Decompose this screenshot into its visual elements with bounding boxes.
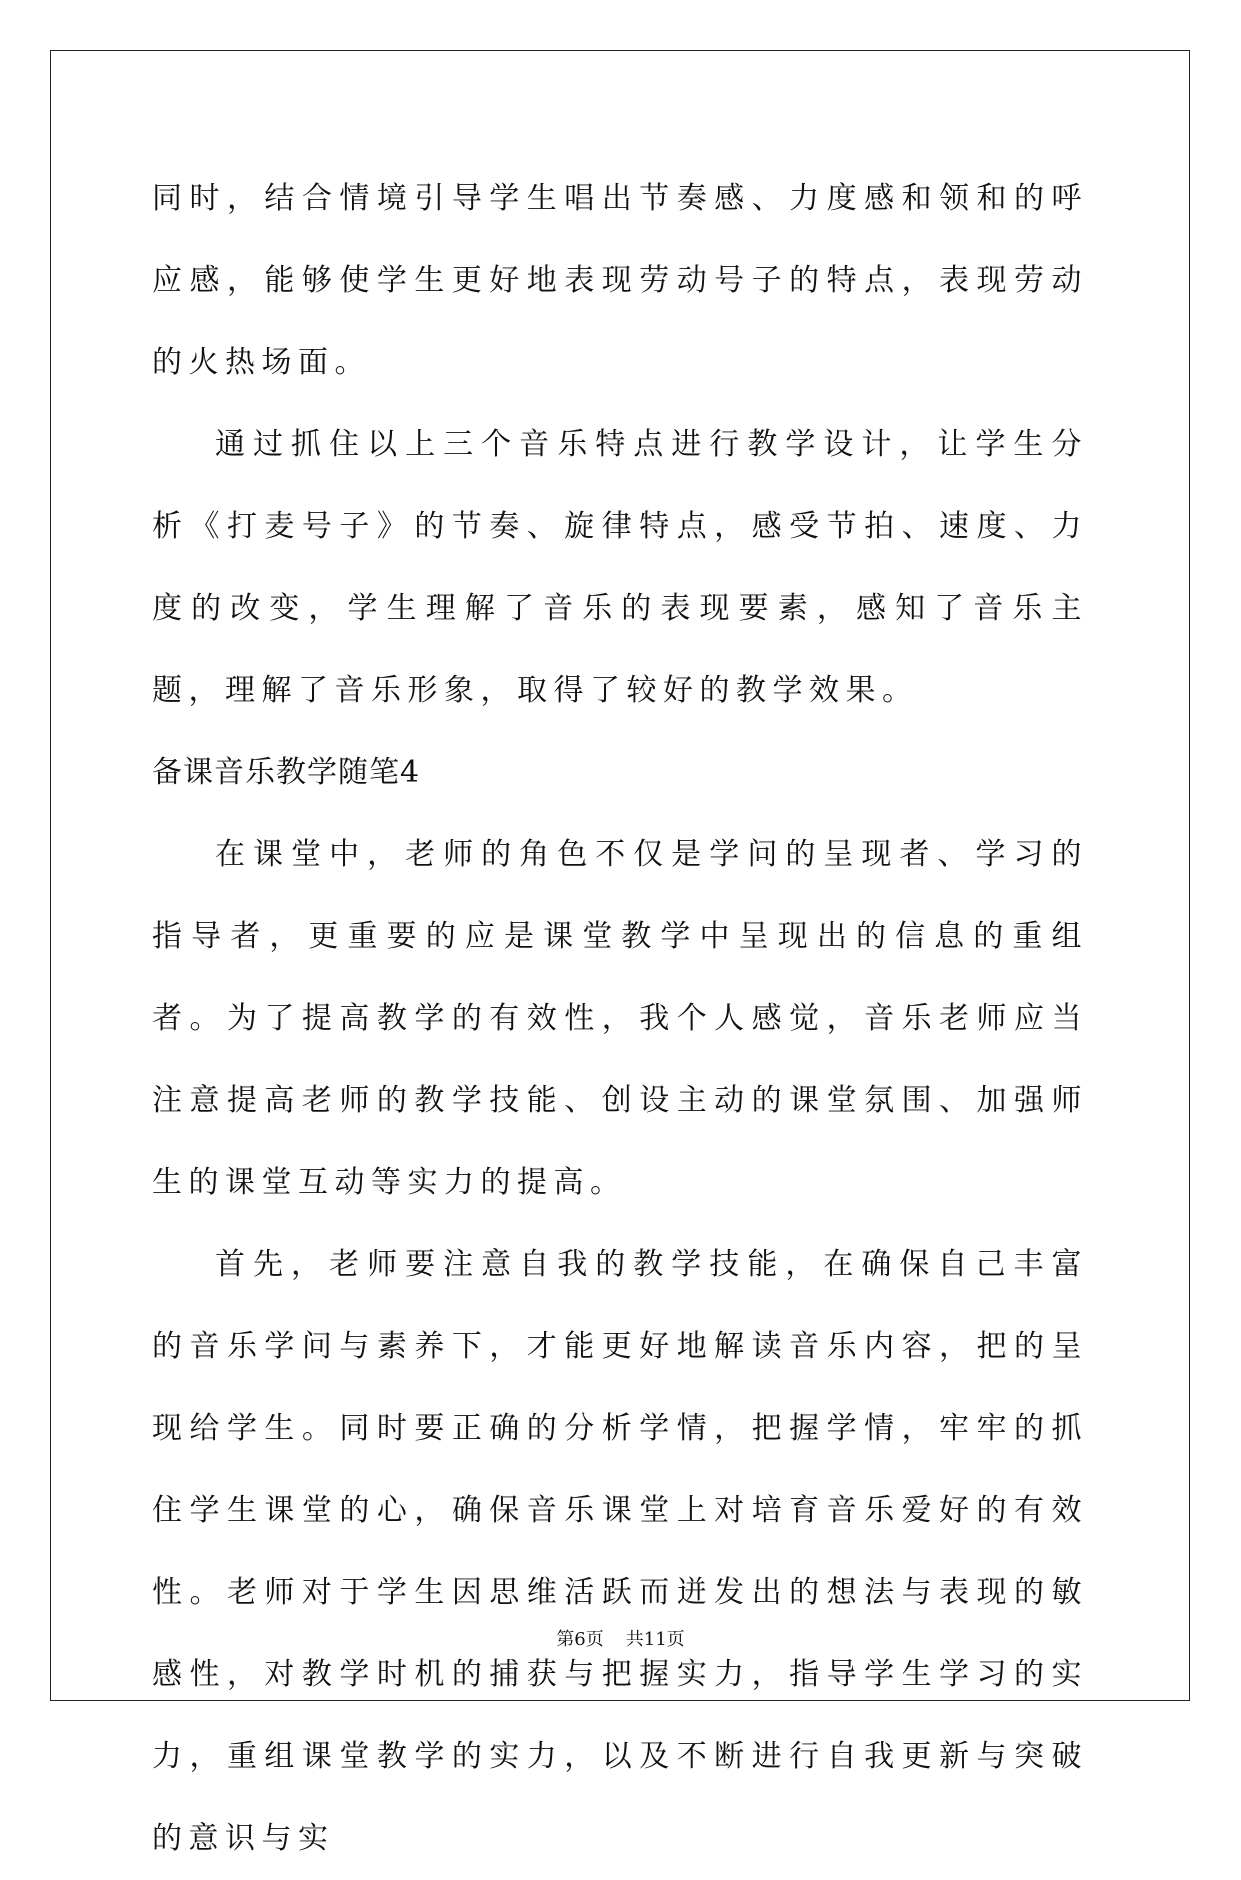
paragraph-teaching-skills: 首先，老师要注意自我的教学技能，在确保自己丰富的音乐学问与素养下，才能更好地解读音乐内容，把的呈现给学生。同时要正确的分析学情，把握学情，牢牢的抓住学生课堂的心，确保音乐课堂上对培育音乐爱好的有效性。老师对于学生因思维活跃而迸发出的想法与表现的敏感性，对教学时机的捕获与把握实力，指导学生学习的实力，重组课堂教学的实力，以及不断进行自我更新与突破的意识与实 — [152, 1247, 1088, 1856]
paragraph-continuation: 同时，结合情境引导学生唱出节奏感、力度感和领和的呼应感，能够使学生更好地表现劳动号子的特点，表现劳动的火热场面。 — [152, 181, 1088, 380]
page-footer — [0, 1628, 1241, 1652]
paragraph-teacher-role: 在课堂中，老师的角色不仅是学问的呈现者、学习的指导者，更重要的应是课堂教学中呈现出的信息的重组者。为了提高教学的有效性，我个人感觉，音乐老师应当注意提高老师的教学技能、创设主动的课堂氛围、加强师生的课堂互动等实力的提高。 — [152, 837, 1088, 1200]
paragraph-teaching-design: 通过抓住以上三个音乐特点进行教学设计，让学生分析《打麦号子》的节奏、旋律特点，感受节拍、速度、力度的改变，学生理解了音乐的表现要素，感知了音乐主题，理解了音乐形象，取得了较好的教学效果。 — [152, 427, 1088, 708]
page-number: 第6页 — [556, 1629, 604, 1650]
section-heading: 备课音乐教学随笔4 — [152, 755, 421, 790]
document-body — [152, 158, 1088, 1880]
page-total: 共11页 — [625, 1629, 685, 1650]
